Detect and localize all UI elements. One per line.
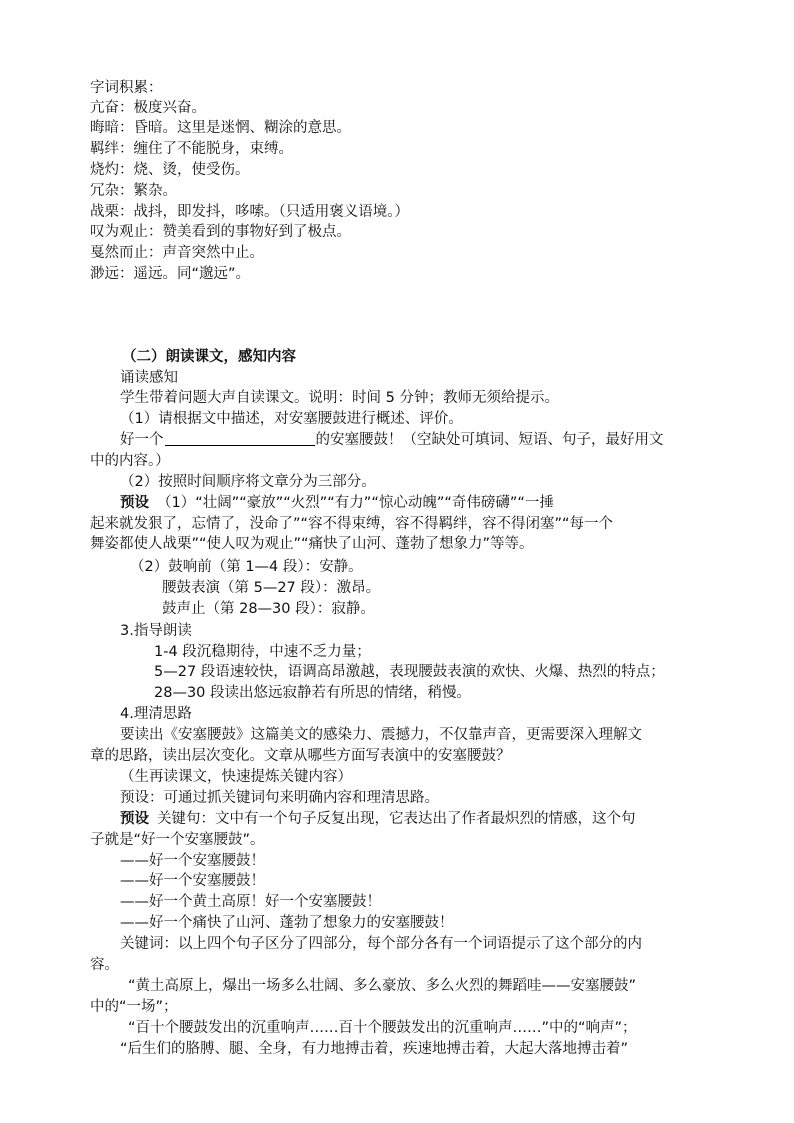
preset-2-a: （2）鼓响前（第 1—4 段）：安静。 [130,559,363,575]
paragraph: 预设：可通过抓关键词句来明确内容和理清思路。 [120,790,439,806]
glossary-item: 冗杂：繁杂。 [90,183,177,199]
fill-blank-cont: 中的内容。） [90,453,170,469]
glossary-item: 晦暗：昏暗。这里是迷惘、糊涂的意思。 [90,120,351,136]
glossary-item: 烧灼：烧、烫，使受伤。 [90,162,250,178]
quote-line: ——好一个黄土高原！好一个安塞腰鼓！ [120,894,381,910]
glossary-item: 亢奋：极度兴奋。 [90,100,206,116]
preset-label: 预设 [120,811,149,827]
glossary-item: 叹为观止：赞美看到的事物好到了极点。 [90,224,351,240]
example-2: “百十个腰鼓发出的沉重响声……百十个腰鼓发出的沉重响声……”中的“响声”； [128,1020,637,1036]
key-sentence-line [120,809,704,829]
preset-1-cont: 舞姿都使人战栗”“使人叹为观止”“痛快了山河、蓬勃了想象力”等等。 [90,536,534,552]
question-1: （1）请根据文中描述，对安塞腰鼓进行概述、评价。 [120,411,463,427]
quote-line: ——好一个安塞腰鼓！ [120,873,265,889]
example-3: “后生们的胳膊、腿、全身，有力地搏击着，疾速地搏击着，大起大落地搏击着” [120,1041,629,1057]
glossary-item: 羁绊：缠住了不能脱身，束缚。 [90,141,293,157]
preset-label: 预设 [120,495,149,511]
key-sentence-cont: 子就是“好一个安塞腰鼓”。 [90,832,265,848]
fill-prefix: 好一个 [120,432,164,448]
glossary-item: 戛然而止：声音突然中止。 [90,245,264,261]
paragraph: （生再读课文，快速提炼关键内容） [120,769,352,785]
preset-1-line [120,493,734,513]
paragraph-cont: 章的思路，读出层次变化。文章从哪些方面写表演中的安塞腰鼓？ [90,748,511,764]
section-title: （二）朗读课文，感知内容 [122,349,296,365]
question-2: （2）按照时间顺序将文章分为三部分。 [120,474,376,490]
fill-blank-line [120,430,734,450]
reading-guide-2: 5—27 段语速较快，语调高昂激越，表现腰鼓表演的欢快、火爆、热烈的特点； [154,664,665,680]
glossary-item: 渺远：遥远。同“邈远”。 [90,266,251,282]
keyword-para: 关键词：以上四个句子区分了四部分，每个部分各有一个词语提示了这个部分的内 [120,936,642,952]
instruction-text: 学生带着问题大声自读课文。说明：时间 5 分钟；教师无须给提示。 [120,390,559,406]
key-sentence-text: 关键句：文中有一个句子反复出现，它表达出了作者最炽烈的情感，这个句 [157,811,636,827]
quote-line: ——好一个痛快了山河、蓬勃了想象力的安塞腰鼓！ [120,915,454,931]
reading-guide-3: 28—30 段读出悠远寂静若有所思的情绪，稍慢。 [154,685,472,701]
preset-2-c: 鼓声止（第 28—30 段）：寂静。 [162,601,375,617]
preset-1-text: （1）“壮阔”“豪放”“火烈”“有力”“惊心动魄”“奇伟磅礴”“一捶 [157,495,554,511]
example-1-cont: 中的“一场”； [90,999,178,1015]
keyword-para-cont: 容。 [90,957,119,973]
example-1: “黄土高原上，爆出一场多么壮阔、多么豪放、多么火烈的舞蹈哇——安塞腰鼓” [128,978,637,994]
glossary-heading: 字词积累： [90,80,163,96]
blank-field [165,431,315,446]
preset-2-b: 腰鼓表演（第 5—27 段）：激昂。 [162,580,381,596]
preset-1-cont: 起来就发狠了，忘情了，没命了”“容不得束缚，容不得羁绊，容不得闭塞”“每一个 [90,516,614,532]
glossary-item: 战栗：战抖，即发抖，哆嗦。（只适用褒义语境。） [90,204,409,220]
subsection-title: 诵读感知 [120,370,178,386]
paragraph: 要读出《安塞腰鼓》这篇美文的感染力、震撼力，不仅靠声音，更需要深入理解文 [120,727,642,743]
section-title: 3.指导朗读 [120,623,192,639]
quote-line: ——好一个安塞腰鼓！ [120,853,265,869]
reading-guide-1: 1-4 段沉稳期待，中速不乏力量； [154,644,371,660]
section-title: 4.理清思路 [120,706,192,722]
fill-suffix: 的安塞腰鼓！（空缺处可填词、短语、句子，最好用文 [315,432,664,448]
